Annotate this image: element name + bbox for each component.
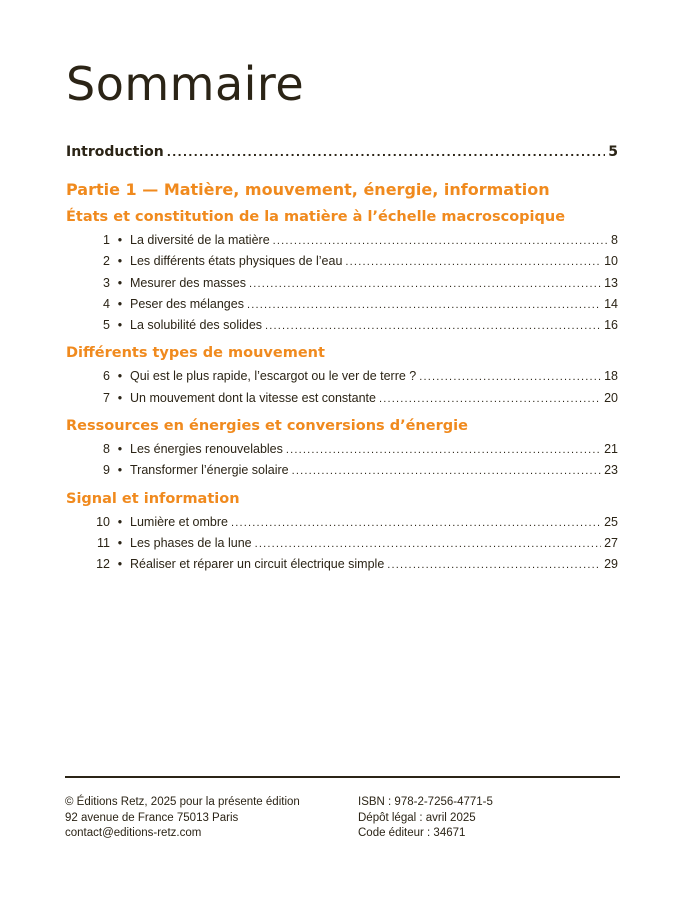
dot-leader (292, 460, 601, 482)
entry-page: 21 (604, 442, 618, 457)
entry-number: 6 (103, 369, 110, 384)
sections (66, 204, 618, 576)
bullet-icon: • (117, 463, 123, 478)
entry-number: 9 (103, 463, 110, 478)
dot-leader (273, 230, 608, 252)
entry-label: Un mouvement dont la vitesse est constante (130, 390, 376, 405)
entry-label: Réaliser et réparer un circuit électrique simple (130, 557, 385, 572)
footer-code-editeur: Code éditeur : 34671 (358, 827, 466, 839)
bullet-icon: • (117, 442, 123, 457)
page-title: Sommaire (66, 57, 305, 111)
entry-page: 25 (604, 514, 618, 529)
dot-leader (167, 141, 605, 164)
dot-leader (249, 273, 601, 295)
footer-depot-legal: Dépôt légal : avril 2025 (358, 811, 476, 824)
entry-label: La diversité de la matière (130, 233, 270, 247)
footer-legal (358, 795, 493, 842)
toc-entry[interactable] (66, 230, 618, 251)
entry-label: La solubilité des solides (130, 318, 263, 333)
entry-page: 10 (604, 254, 618, 269)
entry-page: 14 (604, 296, 618, 311)
toc-entry[interactable] (66, 251, 618, 272)
entry-label: Qui est le plus rapide, l’escargot ou le ver de terre ? (130, 369, 417, 384)
dot-leader (265, 315, 601, 337)
entry-label: Les phases de la lune (130, 535, 252, 550)
dot-leader (247, 294, 601, 316)
entry-number: 1 (103, 233, 110, 247)
section-heading: Ressources en énergies et conversions d’énergie (66, 418, 468, 435)
toc-entry[interactable] (66, 273, 618, 294)
entry-number: 11 (97, 535, 110, 550)
entry-page: 29 (604, 557, 618, 572)
bullet-icon: • (117, 296, 123, 311)
entry-page: 8 (611, 233, 618, 247)
entry-number: 2 (103, 254, 110, 269)
footer-isbn: ISBN : 978-2-7256-4771-5 (358, 796, 493, 808)
bullet-icon: • (117, 390, 123, 405)
bullet-icon: • (117, 557, 123, 572)
toc-entry[interactable] (66, 294, 618, 315)
entry-page: 13 (604, 275, 618, 290)
entry-page: 5 (608, 144, 618, 160)
footer-publisher (65, 795, 300, 842)
toc-entry[interactable] (66, 533, 618, 554)
footer-email[interactable]: contact@editions-retz.com (65, 827, 202, 839)
dot-leader (345, 251, 601, 273)
toc-entry[interactable] (66, 554, 618, 575)
dot-leader (231, 512, 601, 534)
bullet-icon: • (117, 254, 123, 269)
section-heading: États et constitution de la matière à l’échelle macroscopique (66, 209, 566, 225)
toc-entry[interactable] (66, 512, 618, 533)
dot-leader (419, 366, 601, 388)
footer-divider (65, 776, 620, 778)
entry-page: 16 (604, 318, 618, 333)
entry-label: Introduction (66, 144, 164, 160)
entry-page: 20 (604, 390, 618, 405)
bullet-icon: • (117, 275, 123, 290)
table-of-contents (66, 141, 618, 576)
entry-page: 23 (604, 463, 618, 478)
entry-label: Mesurer des masses (130, 275, 247, 290)
dot-leader (387, 554, 601, 576)
toc-entry[interactable] (66, 366, 618, 387)
section-heading: Signal et information (66, 490, 240, 507)
entry-label: Transformer l’énergie solaire (130, 463, 289, 478)
toc-entry[interactable] (66, 388, 618, 409)
bullet-icon: • (117, 514, 123, 529)
entry-label: Les différents états physiques de l’eau (130, 254, 343, 269)
dot-leader (286, 439, 601, 461)
bullet-icon: • (117, 233, 123, 247)
entry-label: Les énergies renouvelables (130, 442, 283, 457)
toc-entry[interactable] (66, 460, 618, 481)
entry-label: Lumière et ombre (130, 514, 228, 529)
part-heading: Partie 1 — Matière, mouvement, énergie, information (66, 180, 550, 199)
bullet-icon: • (117, 535, 123, 550)
entry-number: 4 (103, 296, 110, 311)
footer-address: 92 avenue de France 75013 Paris (65, 811, 239, 824)
footer-copyright: © Éditions Retz, 2025 pour la présente édition (65, 796, 300, 808)
entry-number: 8 (103, 442, 110, 457)
entry-number: 3 (103, 275, 110, 290)
entry-number: 7 (103, 390, 110, 405)
dot-leader (379, 388, 601, 410)
bullet-icon: • (117, 318, 123, 333)
entry-label: Peser des mélanges (130, 296, 244, 311)
entry-number: 10 (96, 514, 110, 529)
toc-entry-introduction[interactable] (66, 141, 618, 163)
toc-entry[interactable] (66, 439, 618, 460)
toc-entry[interactable] (66, 315, 618, 336)
entry-page: 18 (604, 369, 618, 384)
bullet-icon: • (117, 369, 123, 384)
entry-number: 5 (103, 318, 110, 333)
entry-number: 12 (96, 557, 110, 572)
section-heading: Différents types de mouvement (66, 345, 325, 362)
entry-page: 27 (604, 535, 618, 550)
dot-leader (255, 533, 601, 555)
